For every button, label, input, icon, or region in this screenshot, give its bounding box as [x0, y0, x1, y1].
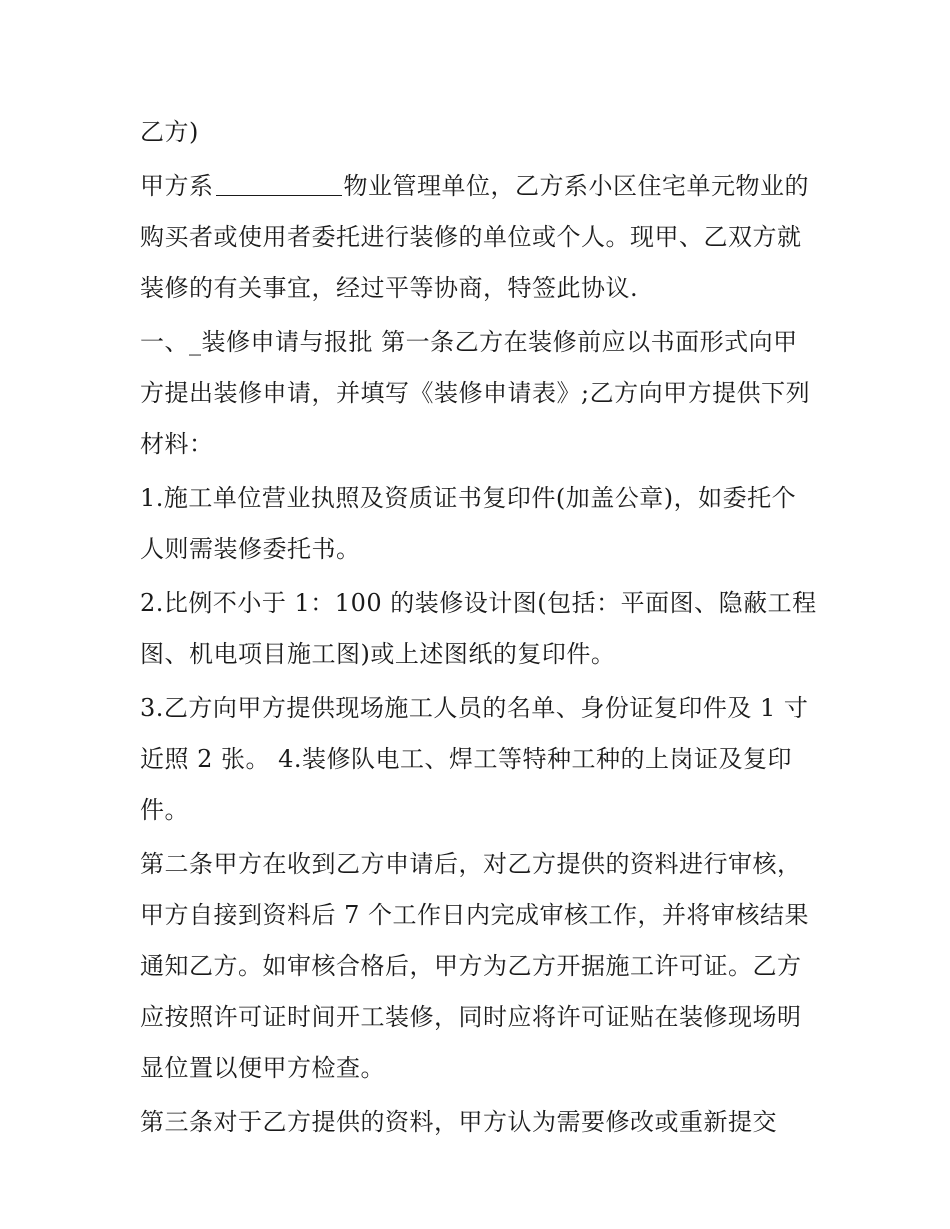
paragraph-party-b-label: 乙方) [140, 118, 199, 146]
paragraph-item-2: 2.比例不小于 1：100 的装修设计图(包括：平面图、隐蔽工程图、机电项目施工图)或上述图纸的复印件。 [140, 589, 817, 668]
intro-text-start: 甲方系 [140, 172, 214, 200]
paragraph-article-3: 第三条对于乙方提供的资料，甲方认为需要修改或重新提交 [140, 1108, 777, 1136]
paragraph-intro [140, 161, 820, 314]
paragraph-item-3-4: 3.乙方向甲方提供现场施工人员的名单、身份证复印件及 1 寸近照 2 张。 4.装修队电工、焊工等特种工种的上岗证及复印件。 [140, 694, 809, 824]
paragraph-article-2: 第二条甲方在收到乙方申请后，对乙方提供的资料进行审核，甲方自接到资料后 7 个工作日内完成审核工作，并将审核结果通知乙方。如审核合格后，甲方为乙方开据施工许可证。乙方应按照许可证时间开工装修，同时应将许可证贴在装修现场明显位置以便甲方检查。 [140, 850, 810, 1082]
fill-in-blank [216, 171, 342, 196]
intro-text-end: 物业管理单位，乙方系小区住宅单元物业的购买者或使用者委托进行装修的单位或个人。现甲、乙双方就装修的有关事宜，经过平等协商，特签此协议. [140, 172, 809, 302]
paragraph-section-one: 一、_装修申请与报批 第一条乙方在装修前应以书面形式向甲方提出装修申请，并填写《装修申请表》;乙方向甲方提供下列材料： [140, 328, 811, 458]
document-body [140, 107, 820, 1151]
paragraph-item-1: 1.施工单位营业执照及资质证书复印件(加盖公章)，如委托个人则需装修委托书。 [140, 484, 797, 563]
